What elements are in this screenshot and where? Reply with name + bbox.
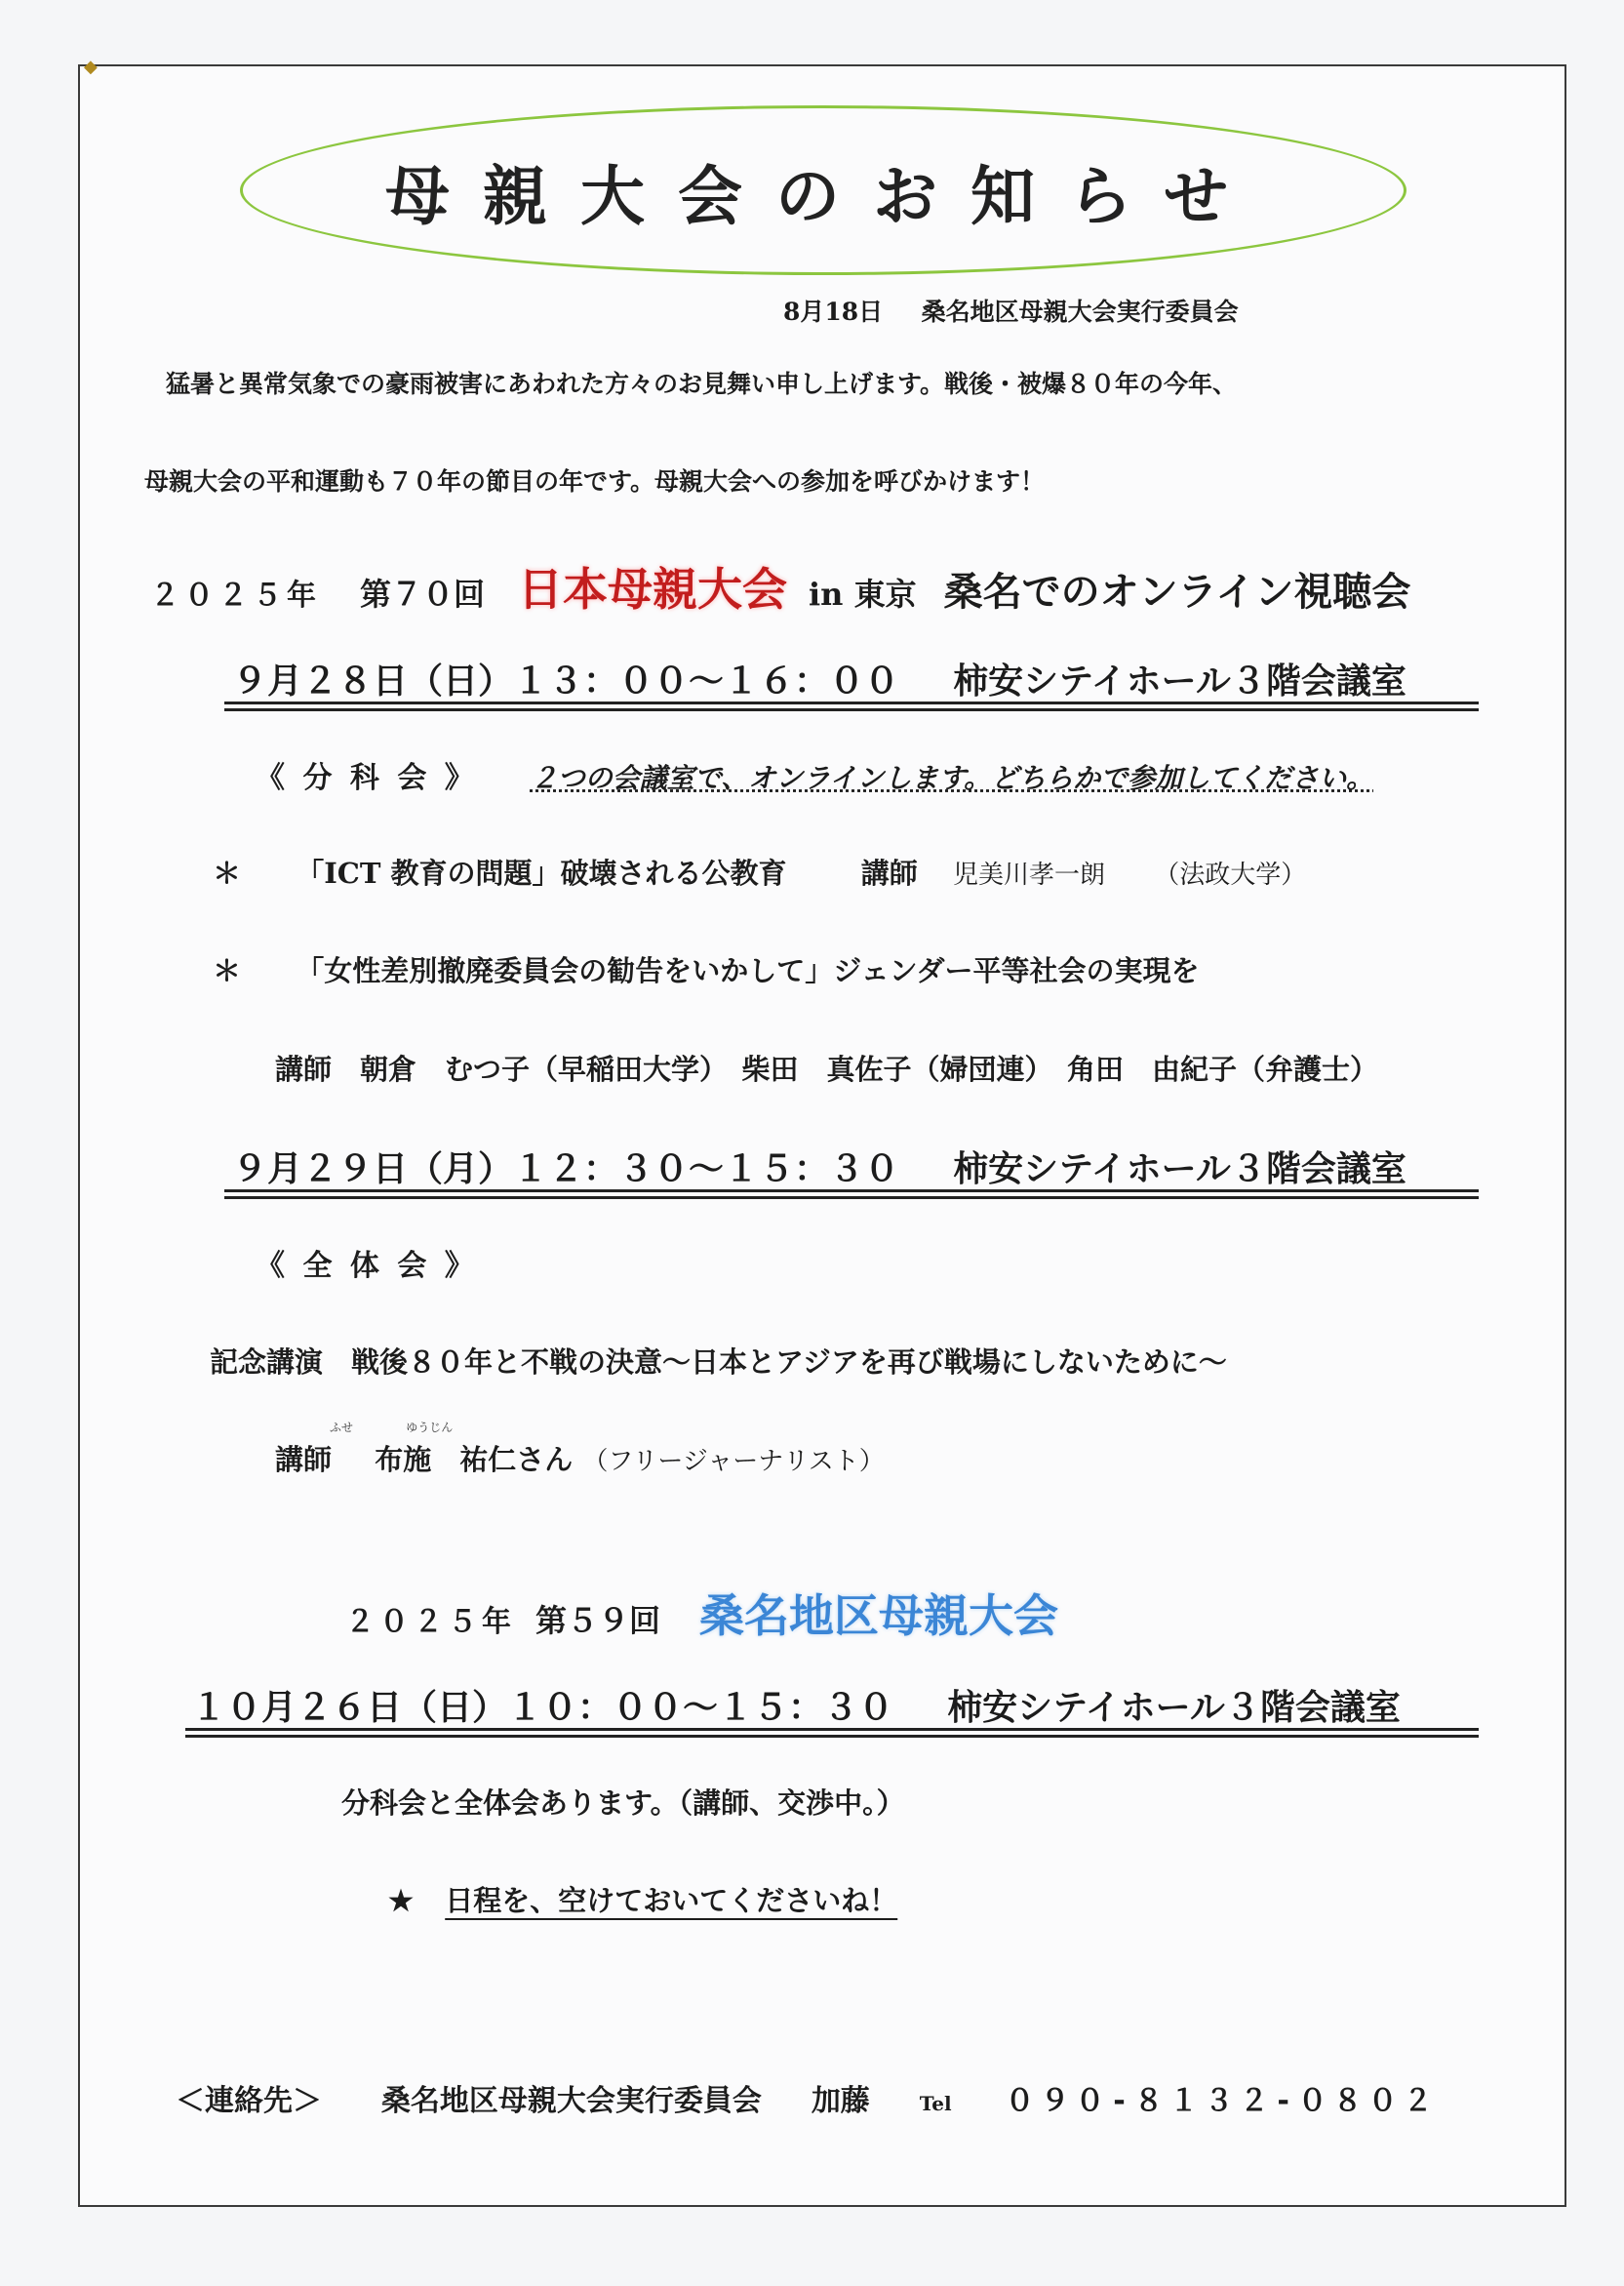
event1-online: 桑名でのオンライン視聴会 xyxy=(943,570,1411,615)
event1-name: 日本母親大会 xyxy=(518,563,788,616)
day2-venue: 柿安シテイホール３階会議室 xyxy=(953,1149,1406,1189)
tel-label: Tel xyxy=(919,2092,952,2115)
session-2-bullet: ＊ xyxy=(213,954,242,987)
session-1 xyxy=(213,852,1306,892)
day1-section-note: ２つの会議室で、オンラインします。どちらかで参加してください。 xyxy=(530,762,1374,794)
day1-datetime: ９月２８日（日）１３：００～１６：００ xyxy=(232,662,900,702)
day1-underline xyxy=(224,702,1479,711)
day2-underline xyxy=(224,1189,1479,1199)
session-2 xyxy=(213,949,1200,989)
ruby-1: ふせ xyxy=(330,1421,354,1434)
event2-note: 分科会と全体会あります。（講師、交渉中。） xyxy=(341,1786,905,1820)
session-1-lecturer-label: 講師 xyxy=(860,857,918,890)
header-line xyxy=(783,293,1239,328)
day2-datetime: ９月２９日（月）１２：３０～１５：３０ xyxy=(232,1149,900,1189)
ruby-2: ゆうじん xyxy=(406,1421,454,1434)
session-1-affiliation: （法政大学） xyxy=(1154,861,1307,890)
event1-location: in 東京 xyxy=(809,576,917,613)
event2-heading xyxy=(345,1581,1058,1645)
contact-person: 加藤 xyxy=(811,2084,870,2118)
intro-line-1: 猛暑と異常気象での豪雨被害にあわれた方々のお見舞い申し上げます。戦後・被爆８０年の今年、 xyxy=(166,370,1238,398)
session-1-topic: 「ICT 教育の問題」破壊される公教育 xyxy=(296,857,787,890)
contact-line xyxy=(176,2076,1439,2119)
event1-edition: 第７０回 xyxy=(360,576,486,613)
event2-name: 桑名地区母親大会 xyxy=(699,1589,1059,1642)
session-2-topic: 「女性差別撤廃委員会の勧告をいかして」ジェンダー平等社会の実現を xyxy=(296,954,1200,987)
keynote: 記念講演 戦後８０年と不戦の決意～日本とアジアを再び戦場にしないために～ xyxy=(210,1345,1227,1379)
issuer: 桑名地区母親大会実行委員会 xyxy=(921,298,1239,326)
day2-lecturer-name: 布施 祐仁さん xyxy=(375,1443,574,1476)
day2-lecturer-label: 講師 xyxy=(275,1443,333,1476)
day1-section xyxy=(256,753,1373,796)
day1-venue: 柿安シテイホール３階会議室 xyxy=(953,662,1406,702)
intro-line-2: 母親大会の平和運動も７０年の節目の年です。母親大会への参加を呼びかけます！ xyxy=(144,467,1046,496)
contact-tel: ０９０-８１３２-０８０２ xyxy=(1005,2084,1439,2118)
event2-venue: 柿安シテイホール３階会議室 xyxy=(947,1688,1401,1728)
event1-heading xyxy=(150,554,1410,619)
page-title: 母親大会のお知らせ xyxy=(384,158,1262,234)
event2-reminder xyxy=(388,1879,897,1919)
star-icon: ★ xyxy=(388,1884,414,1917)
event2-underline xyxy=(185,1728,1479,1738)
session-1-lecturer: 児美川孝一朗 xyxy=(953,861,1106,890)
session-2-lecturers: 講師 朝倉 むつ子（早稲田大学） 柴田 真佐子（婦団連） 角田 由紀子（弁護士） xyxy=(275,1053,1379,1086)
issue-date: 8月18日 xyxy=(783,298,884,326)
contact-label: ＜連絡先＞ xyxy=(176,2084,322,2118)
event2-edition: 第５９回 xyxy=(535,1602,661,1639)
session-1-bullet: ＊ xyxy=(213,857,242,890)
day2-lecturer xyxy=(275,1438,885,1478)
lecturer-ruby xyxy=(330,1417,453,1435)
day1-section-label: 《 分 科 会 》 xyxy=(256,761,478,795)
day2-schedule xyxy=(232,1142,1406,1191)
event2-datetime: １０月２６日（日）１０：００～１５：３０ xyxy=(191,1688,894,1728)
contact-org: 桑名地区母親大会実行委員会 xyxy=(380,2084,762,2118)
event1-year: ２０２５年 xyxy=(150,579,321,613)
day2-section-label: 《 全 体 会 》 xyxy=(256,1249,478,1283)
event2-schedule xyxy=(191,1680,1401,1730)
day2-lecturer-role: （フリージャーナリスト） xyxy=(582,1447,885,1476)
event2-year: ２０２５年 xyxy=(345,1605,516,1639)
day1-schedule xyxy=(232,654,1406,703)
reminder-text: 日程を、空けておいてくださいね！ xyxy=(445,1884,898,1917)
pin-icon: ◆ xyxy=(84,57,98,77)
